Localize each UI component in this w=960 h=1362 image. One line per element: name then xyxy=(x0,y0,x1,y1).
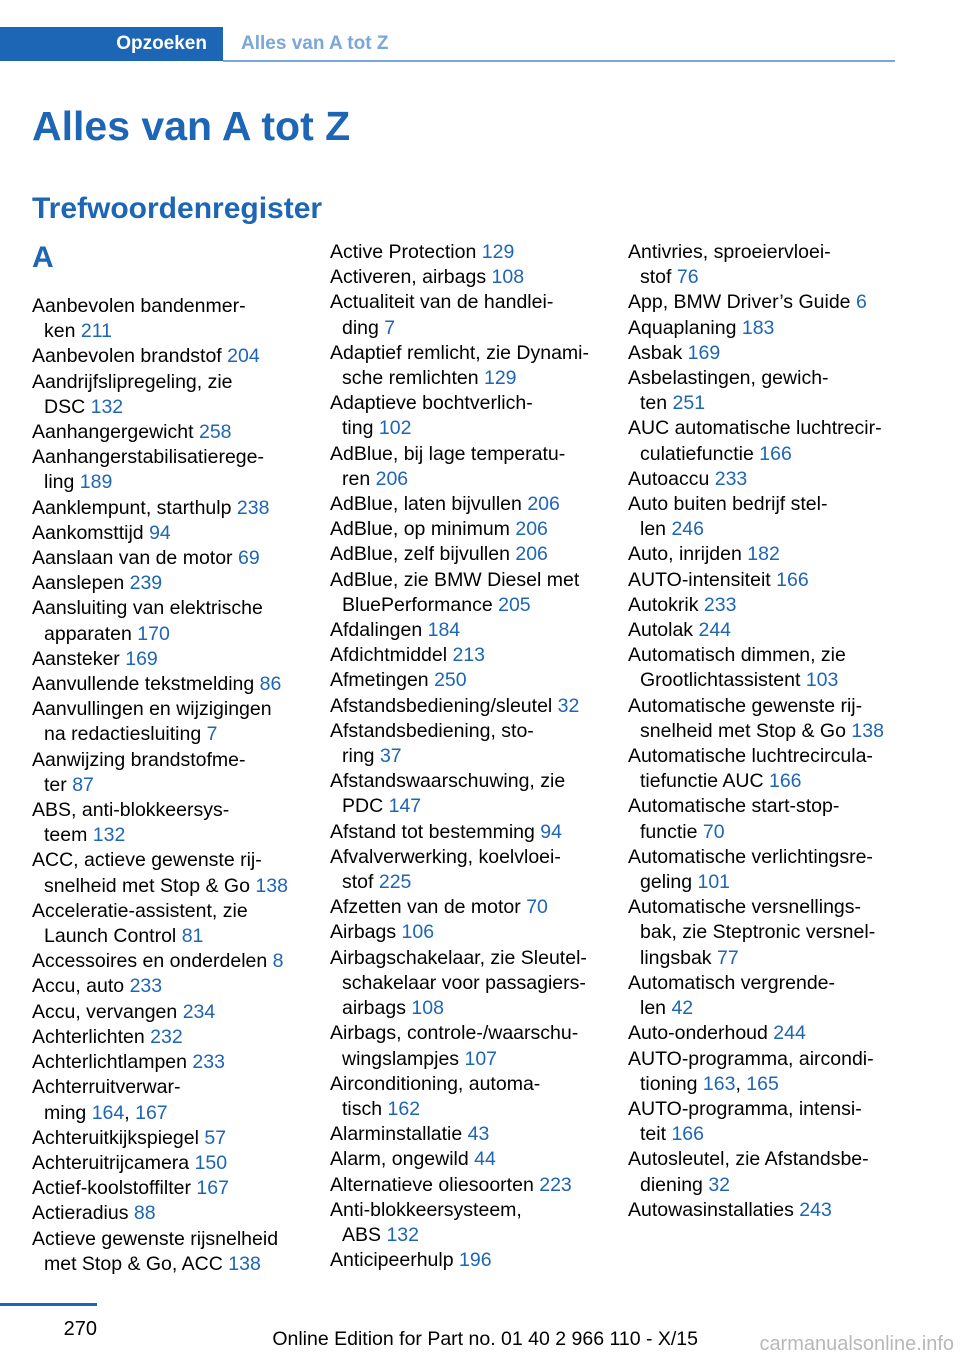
index-entry-text: Adaptieve bochtverlich- xyxy=(330,392,533,415)
page-link[interactable]: 76 xyxy=(676,266,699,289)
index-entry xyxy=(32,521,302,546)
page-link[interactable]: 238 xyxy=(236,496,270,519)
index-entry-text: Autokrik xyxy=(628,593,699,616)
header-tabs xyxy=(0,27,895,61)
index-entry-text: Achteruitkijkspiegel xyxy=(32,1126,199,1149)
page-link[interactable]: 258 xyxy=(198,421,232,444)
index-entry-text: Aanklempunt, starthulp xyxy=(32,496,232,519)
page-number: 270 xyxy=(63,1318,97,1340)
page-link[interactable]: 102 xyxy=(378,417,412,440)
index-entry-text: Airconditioning, automa- xyxy=(330,1072,541,1095)
index-entry-text: Accessoires en onderdelen xyxy=(32,950,268,973)
index-entry-text: teit xyxy=(640,1123,667,1146)
edition-text: Online Edition for Part no. 01 40 2 966 110 - X/15 xyxy=(272,1328,698,1350)
index-entry-text: stof xyxy=(342,871,374,894)
index-entry-text: Aankomsttijd xyxy=(32,521,144,544)
index-entry-text: Aanslaan van de motor xyxy=(32,547,233,570)
index-entry-text: Anti-blokkeersysteem, xyxy=(330,1198,522,1221)
index-entry-text: Afstand tot bestemming xyxy=(330,820,535,843)
index-entry xyxy=(32,571,302,596)
index-entry-text: Accu, vervangen xyxy=(32,1000,178,1023)
index-entry-text: Auto-onderhoud xyxy=(628,1022,768,1045)
index-entry-text: DSC xyxy=(44,395,86,418)
index-entry xyxy=(628,290,898,315)
index-entry xyxy=(330,265,600,290)
index-entry-text: ten xyxy=(640,392,668,415)
index-entry-text: Airbags xyxy=(330,921,397,944)
index-entry-text: ter xyxy=(44,773,67,796)
index-entry-text: apparaten xyxy=(44,622,132,645)
index-entry-text: Aanhangerstabilisatierege- xyxy=(32,446,264,469)
page-link[interactable]: 132 xyxy=(92,824,126,847)
index-entry-text: ACC, actieve gewenste rij- xyxy=(32,849,262,872)
tab-alles-van-a-tot-z[interactable]: Alles van A tot Z xyxy=(241,33,389,54)
page-link[interactable]: 129 xyxy=(481,241,515,263)
index-entry-text: snelheid met Stop & Go xyxy=(44,874,250,897)
index-entry-text: ming xyxy=(44,1101,87,1124)
index-entry-text: ring xyxy=(342,745,375,768)
page-link[interactable]: 163 xyxy=(702,1072,736,1095)
index-entry xyxy=(628,467,898,492)
index-entry-text: App, BMW Driver’s Guide xyxy=(628,291,851,314)
page-link[interactable]: 205 xyxy=(498,593,531,616)
index-entry-text: AdBlue, op minimum xyxy=(330,518,510,541)
index-entry xyxy=(32,1201,302,1226)
index-entry-text: Automatische luchtrecircula- xyxy=(628,745,873,768)
index-entry-text: AdBlue, laten bijvullen xyxy=(330,493,522,516)
page-link[interactable]: 42 xyxy=(671,997,694,1020)
page-link[interactable]: 147 xyxy=(388,795,422,818)
index-entry-text: diening xyxy=(640,1173,703,1196)
index-entry-text: Airbagschakelaar, zie Sleutel- xyxy=(330,946,587,969)
page-link[interactable]: 196 xyxy=(459,1249,492,1272)
page-link[interactable]: 243 xyxy=(799,1198,832,1221)
page-link[interactable]: 7 xyxy=(384,316,396,339)
index-entry xyxy=(32,294,302,344)
index-entry-text: Afdichtmiddel xyxy=(330,644,448,667)
header-rule xyxy=(223,60,895,62)
index-entry xyxy=(32,647,302,672)
page-link[interactable]: 206 xyxy=(375,467,409,490)
index-entry-text: stof xyxy=(640,266,672,289)
index-entry-text: len xyxy=(640,997,667,1020)
index-entry xyxy=(32,445,302,495)
page-link[interactable]: 8 xyxy=(272,950,284,973)
page-link[interactable]: 43 xyxy=(467,1123,490,1146)
index-entry-text: Actief-koolstoffilter xyxy=(32,1177,191,1200)
index-entry xyxy=(628,1147,898,1197)
index-entry xyxy=(32,1126,302,1151)
index-entry xyxy=(32,420,302,445)
watermark: carmanualsonline.info xyxy=(759,1333,954,1355)
page-link[interactable]: 234 xyxy=(182,1000,216,1023)
tab-opzoeken[interactable]: Opzoeken xyxy=(0,27,223,61)
index-entry-text: culatiefunctie xyxy=(640,442,754,465)
index-entry xyxy=(330,442,600,492)
index-entry xyxy=(330,290,600,340)
index-entry xyxy=(628,1198,898,1223)
page-link[interactable]: 108 xyxy=(491,266,525,289)
page-link[interactable]: 164 xyxy=(91,1101,125,1124)
index-entry xyxy=(330,492,600,517)
index-entry-text: Auto buiten bedrijf stel- xyxy=(628,493,828,516)
index-entry xyxy=(628,240,898,290)
page-link[interactable]: 7 xyxy=(206,723,218,746)
page-link[interactable]: 70 xyxy=(526,896,548,919)
index-entry-text: Afstandsbediening, sto- xyxy=(330,719,534,742)
index-entry-text: lingsbak xyxy=(640,946,712,969)
page-link[interactable]: 70 xyxy=(702,820,725,843)
index-entry-text: Aanwijzing brandstofme- xyxy=(32,748,246,771)
index-entry-text: Aanslepen xyxy=(32,572,125,595)
page-link[interactable]: 6 xyxy=(855,291,867,314)
page-link[interactable]: 88 xyxy=(133,1202,156,1225)
index-entry-text: Asbak xyxy=(628,341,683,364)
index-entry xyxy=(32,697,302,747)
index-entry-text: Actieve gewenste rijsnelheid xyxy=(32,1227,279,1250)
index-entry xyxy=(32,974,302,999)
index-entry-text: Accu, auto xyxy=(32,975,125,998)
page-link[interactable]: 138 xyxy=(851,719,884,742)
index-entry-text: Afmetingen xyxy=(330,669,429,692)
page-link[interactable]: 103 xyxy=(805,669,839,692)
index-entry xyxy=(330,1198,600,1248)
page-link[interactable]: 108 xyxy=(411,997,444,1020)
index-entry xyxy=(628,895,898,971)
index-entry xyxy=(32,798,302,848)
index-entry-text: Active Protection xyxy=(330,241,477,263)
index-entry-text: PDC xyxy=(342,795,384,818)
index-entry-text: met Stop & Go, ACC xyxy=(44,1252,223,1275)
index-entry-text: ding xyxy=(342,316,379,339)
index-entry xyxy=(628,542,898,567)
index-entry xyxy=(628,971,898,1021)
page-link[interactable]: 138 xyxy=(228,1252,261,1275)
index-entry xyxy=(330,845,600,895)
page-link[interactable]: 129 xyxy=(483,367,517,390)
index-column-1 xyxy=(32,240,302,1277)
index-entry xyxy=(330,769,600,819)
index-letter: A xyxy=(32,241,54,274)
index-entry-text: snelheid met Stop & Go xyxy=(640,719,846,742)
index-entry xyxy=(628,1097,898,1147)
index-entry xyxy=(32,748,302,798)
page-link[interactable]: 206 xyxy=(527,493,560,516)
index-entry xyxy=(330,920,600,945)
index-entry-text: Auto, inrijden xyxy=(628,543,742,566)
page-link[interactable]: 32 xyxy=(708,1173,731,1196)
index-entry-text: AUTO-intensiteit xyxy=(628,568,771,591)
page-link[interactable]: 233 xyxy=(703,593,737,616)
page-link[interactable]: 233 xyxy=(129,975,163,998)
index-entry xyxy=(628,593,898,618)
index-entry-text: Automatische gewenste rij- xyxy=(628,694,863,717)
index-entry-text: Automatische start-stop- xyxy=(628,795,840,818)
page-link[interactable]: 169 xyxy=(687,341,721,364)
index-entry-text: Alternatieve oliesoorten xyxy=(330,1173,534,1196)
index-entry xyxy=(330,694,600,719)
index-entry-text: Alarminstallatie xyxy=(330,1123,463,1146)
index-entry-text: Automatisch vergrende- xyxy=(628,971,836,994)
index-entry xyxy=(32,1000,302,1025)
page-link[interactable]: 169 xyxy=(125,647,158,670)
index-entry-text: teem xyxy=(44,824,88,847)
index-entry xyxy=(330,542,600,567)
index-entry-text: Antivries, sproeiervloei- xyxy=(628,241,831,263)
page-link[interactable]: 32 xyxy=(557,694,580,717)
index-entry-text: airbags xyxy=(342,997,406,1020)
page-subtitle: Trefwoordenregister xyxy=(32,192,323,225)
page-link[interactable]: 94 xyxy=(149,521,171,544)
index-entry xyxy=(628,794,898,844)
index-entry-text: AUTO-programma, intensi- xyxy=(628,1097,862,1120)
page-link[interactable]: 81 xyxy=(181,925,204,948)
page-link[interactable]: 162 xyxy=(387,1097,421,1120)
index-entry xyxy=(628,341,898,366)
index-entry-text: Afvalverwerking, koelvloei- xyxy=(330,845,561,868)
index-entry xyxy=(330,820,600,845)
index-entry xyxy=(330,1173,600,1198)
index-entry-text: Autoaccu xyxy=(628,467,710,490)
page-link[interactable]: 138 xyxy=(255,874,288,897)
index-entry xyxy=(32,1151,302,1176)
index-column-3 xyxy=(628,240,898,1223)
index-entry-text: Aanvullende tekstmelding xyxy=(32,673,255,696)
index-entry-text: Airbags, controle-/waarschu- xyxy=(330,1022,579,1045)
page-link[interactable]: 170 xyxy=(137,622,170,645)
index-entry xyxy=(32,672,302,697)
index-entry xyxy=(628,643,898,693)
page-link[interactable]: 182 xyxy=(747,543,780,566)
index-entry-text: functie xyxy=(640,820,698,843)
index-entry xyxy=(32,596,302,646)
index-entry-text: tiefunctie AUC xyxy=(640,770,764,793)
index-entry-text: ABS xyxy=(342,1223,382,1246)
index-entry-text: AdBlue, zie BMW Diesel met xyxy=(330,568,580,591)
index-entry-text: AdBlue, zelf bijvullen xyxy=(330,543,510,566)
index-entry-text: Automatische versnellings- xyxy=(628,896,862,919)
index-entry xyxy=(330,517,600,542)
index-entry-text: sche remlichten xyxy=(342,367,479,390)
index-entry-text: BluePerformance xyxy=(342,593,493,616)
index-entry xyxy=(32,1025,302,1050)
index-entry xyxy=(330,1122,600,1147)
index-entry xyxy=(330,946,600,1022)
index-column-2 xyxy=(330,240,600,1273)
index-entry-text: ling xyxy=(44,471,75,494)
page-link[interactable]: 233 xyxy=(192,1051,225,1074)
index-entry xyxy=(628,744,898,794)
index-entry-text: AdBlue, bij lage temperatu- xyxy=(330,442,566,465)
index-entry: AUTO-programma, aircondi- tioning 163, 165 xyxy=(628,1047,874,1095)
index-entry xyxy=(628,366,898,416)
index-entry xyxy=(32,949,302,974)
page-link[interactable]: 132 xyxy=(386,1223,419,1246)
page-link[interactable]: 106 xyxy=(401,921,435,944)
index-entry xyxy=(32,1050,302,1075)
index-entry-text: Asbelastingen, gewich- xyxy=(628,367,829,390)
page-link[interactable]: 232 xyxy=(150,1025,183,1048)
index-entry xyxy=(628,568,898,593)
index-entry-text: Automatische verlichtingsre- xyxy=(628,845,873,868)
index-entry xyxy=(330,1248,600,1273)
index-entry xyxy=(628,1021,898,1046)
index-entry-text: Aansteker xyxy=(32,647,120,670)
page-link[interactable]: 44 xyxy=(474,1148,496,1171)
page-link[interactable]: 69 xyxy=(237,547,260,570)
page-link[interactable]: 107 xyxy=(464,1047,498,1070)
index-entry-text: Aanhangergewicht xyxy=(32,421,194,444)
page-link[interactable]: 213 xyxy=(452,644,486,667)
index-entry-text: Achteruitrijcamera xyxy=(32,1151,190,1174)
index-entry xyxy=(330,1021,600,1071)
index-entry xyxy=(32,344,302,369)
index-entry-text: Grootlichtassistent xyxy=(640,669,801,692)
index-entry-text: Aanbevolen brandstof xyxy=(32,345,222,368)
page-link[interactable]: 150 xyxy=(194,1151,228,1174)
page-link[interactable]: 244 xyxy=(698,619,732,642)
index-entry xyxy=(32,899,302,949)
index-entry-text: Autosleutel, zie Afstandsbe- xyxy=(628,1148,869,1171)
index-entry xyxy=(628,845,898,895)
index-entry xyxy=(32,1176,302,1201)
page-link[interactable]: 86 xyxy=(259,673,282,696)
index-entry xyxy=(628,492,898,542)
index-entry xyxy=(32,546,302,571)
index-entry xyxy=(330,1147,600,1172)
index-entry xyxy=(330,719,600,769)
index-entry: Achterruitverwar- ming 164, 167 xyxy=(32,1076,181,1124)
index-entry xyxy=(628,316,898,341)
index-entry xyxy=(330,391,600,441)
index-entry-text: schakelaar voor passagiers- xyxy=(342,971,586,994)
index-entry-text: Aanbevolen bandenmer- xyxy=(32,295,246,317)
page-link[interactable]: 239 xyxy=(129,572,163,595)
page-link[interactable]: 250 xyxy=(434,669,467,692)
index-entry xyxy=(32,370,302,420)
index-entry-text: ting xyxy=(342,417,374,440)
index-entry xyxy=(330,643,600,668)
index-entry-text: Aanvullingen en wijzigingen xyxy=(32,698,272,721)
index-entry-text: Aquaplaning xyxy=(628,316,737,339)
index-entry-text: Aandrijfslipregeling, zie xyxy=(32,370,233,393)
page-link[interactable]: 37 xyxy=(379,745,402,768)
index-entry xyxy=(330,240,600,265)
index-entry-text: AUTO-programma, aircondi- xyxy=(628,1047,874,1070)
index-entry-text: Anticipeerhulp xyxy=(330,1249,454,1272)
index-entry-text: Afzetten van de motor xyxy=(330,896,521,919)
index-entry-text: Autolak xyxy=(628,619,694,642)
page-link[interactable]: 225 xyxy=(378,871,412,894)
page-title: Alles van A tot Z xyxy=(32,103,351,149)
page-link[interactable]: 77 xyxy=(716,946,739,969)
index-entry-text: Achterlichten xyxy=(32,1025,145,1048)
page-link[interactable]: 94 xyxy=(540,820,562,843)
index-entry-text: Automatisch dimmen, zie xyxy=(628,644,846,667)
page-number-rule xyxy=(0,1303,97,1306)
page-link[interactable]: 244 xyxy=(773,1022,806,1045)
page-link[interactable]: 166 xyxy=(768,770,802,793)
page-link[interactable]: 206 xyxy=(515,543,548,566)
page-link[interactable]: 233 xyxy=(714,467,748,490)
index-entry xyxy=(32,496,302,521)
index-entry xyxy=(628,618,898,643)
page-link[interactable]: 189 xyxy=(79,471,113,494)
page-link[interactable]: 87 xyxy=(72,773,94,796)
index-entry-text: tisch xyxy=(342,1097,383,1120)
page-link[interactable]: 57 xyxy=(204,1126,227,1149)
index-entry xyxy=(628,416,898,466)
index-entry xyxy=(32,848,302,898)
index-entry-text: wingslampjes xyxy=(342,1047,460,1070)
page-link[interactable]: 184 xyxy=(427,619,461,642)
index-entry-text: Alarm, ongewild xyxy=(330,1148,469,1171)
page-link[interactable]: 204 xyxy=(227,345,260,368)
page-link[interactable]: 132 xyxy=(90,395,124,418)
index-entry-text: geling xyxy=(640,871,693,894)
index-entry xyxy=(330,895,600,920)
index-entry-text: Autowasinstallaties xyxy=(628,1198,794,1221)
index-entry-text: Activeren, airbags xyxy=(330,266,487,289)
index-entry xyxy=(330,618,600,643)
index-entry-text: Adaptief remlicht, zie Dynami- xyxy=(330,341,590,364)
index-entry-text: Afstandswaarschuwing, zie xyxy=(330,770,566,793)
page-link[interactable]: 166 xyxy=(671,1123,704,1146)
index-entry xyxy=(330,1072,600,1122)
page-link[interactable]: 101 xyxy=(697,871,731,894)
index-entry-text: bak, zie Steptronic versnel- xyxy=(640,921,876,944)
index-entry-text: Actieradius xyxy=(32,1202,129,1225)
page-link[interactable]: 165 xyxy=(746,1072,779,1095)
page-link[interactable]: 167 xyxy=(196,1177,229,1200)
index-entry-text: na redactiesluiting xyxy=(44,723,202,746)
index-entry-text: tioning xyxy=(640,1072,698,1095)
index-entry xyxy=(330,568,600,618)
page-link[interactable]: 183 xyxy=(741,316,775,339)
index-entry-text: Aansluiting van elektrische xyxy=(32,597,263,620)
index-entry-text: Acceleratie-assistent, zie xyxy=(32,899,248,922)
index-entry-text: len xyxy=(640,518,667,541)
page-link[interactable]: 206 xyxy=(515,518,548,541)
index-entry-text: Achterruitverwar- xyxy=(32,1076,181,1099)
page-link[interactable]: 166 xyxy=(759,442,792,465)
index-entry-text: ken xyxy=(44,320,76,343)
index-entry-text: ABS, anti-blokkeersys- xyxy=(32,799,230,822)
index-entry xyxy=(32,1227,302,1277)
index-entry-text: AUC automatische luchtrecir- xyxy=(628,417,882,440)
index-entry-text: ren xyxy=(342,467,371,490)
index-entry xyxy=(330,341,600,391)
index-entry-text: Achterlichtlampen xyxy=(32,1051,187,1074)
page-link[interactable]: 246 xyxy=(671,518,704,541)
index-entry-text: Afdalingen xyxy=(330,619,423,642)
index-entry xyxy=(628,694,898,744)
page-link[interactable]: 223 xyxy=(539,1173,572,1196)
index-entry-text: Actualiteit van de handlei- xyxy=(330,291,554,314)
page-link[interactable]: 167 xyxy=(135,1101,168,1124)
index-entry-text: Launch Control xyxy=(44,925,177,948)
page-link[interactable]: 166 xyxy=(776,568,809,591)
index-entry xyxy=(330,668,600,693)
page-link[interactable]: 251 xyxy=(672,392,706,415)
page-link[interactable]: 211 xyxy=(80,320,112,343)
index-entry-text: Afstandsbediening/sleutel xyxy=(330,694,553,717)
